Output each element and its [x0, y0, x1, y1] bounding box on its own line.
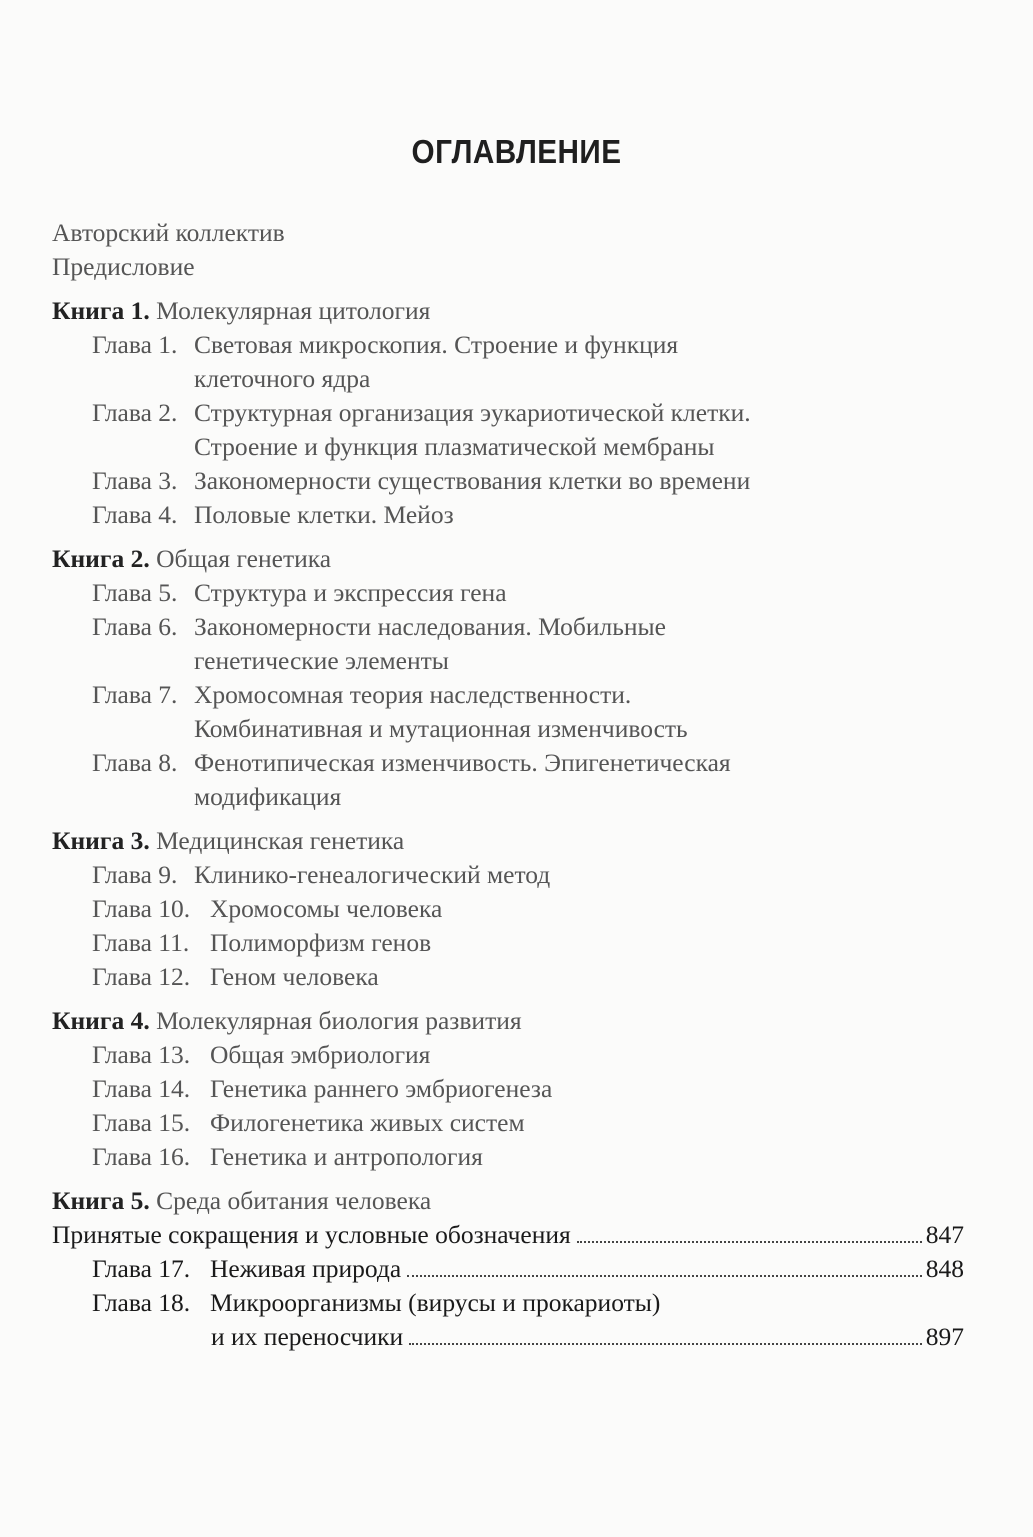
chapter-title: Неживая природа [210, 1254, 402, 1283]
toc-chapter[interactable] [52, 1106, 964, 1140]
chapter-title: Закономерности существования клетки во времени [194, 466, 751, 495]
toc-chapter[interactable] [52, 1140, 964, 1174]
toc-chapter[interactable] [52, 1038, 964, 1072]
chapter-title: Фенотипическая изменчивость. Эпигенетическая [194, 748, 731, 777]
chapter-number: Глава 14. [92, 1074, 191, 1103]
toc-chapter[interactable] [52, 396, 964, 430]
book-heading[interactable] [52, 542, 964, 576]
chapter-number: Глава 13. [92, 1040, 191, 1069]
page-number: 847 [925, 1220, 964, 1249]
chapter-number: Глава 10. [92, 894, 191, 923]
table-of-contents [52, 216, 964, 1354]
book-name: Молекулярная биология развития [156, 1006, 522, 1035]
chapter-title: Световая микроскопия. Строение и функция [194, 330, 679, 359]
dot-leader [407, 1275, 922, 1277]
book-heading[interactable] [52, 1184, 964, 1218]
toc-book-5 [52, 1184, 964, 1354]
chapter-title-cont: и их переносчики [211, 1322, 404, 1351]
chapter-title-cont: Строение и функция плазматической мембраны [194, 432, 715, 461]
toc-chapter-cont[interactable] [52, 712, 964, 746]
chapter-title: Геном человека [210, 962, 379, 991]
chapter-title-cont: модификация [194, 782, 342, 811]
toc-books [52, 294, 964, 1174]
toc-entry-abbreviations[interactable] [52, 1218, 964, 1252]
toc-book-4 [52, 1004, 964, 1174]
toc-chapter[interactable] [52, 464, 964, 498]
book-name: Среда обитания человека [156, 1186, 432, 1215]
toc-chapter[interactable] [52, 1072, 964, 1106]
toc-chapter-cont[interactable] [52, 430, 964, 464]
toc-chapter[interactable] [52, 610, 964, 644]
chapter-number: Глава 2. [92, 398, 178, 427]
chapter-title: Хромосомы человека [210, 894, 443, 923]
toc-chapter-cont[interactable] [52, 644, 964, 678]
chapter-number: Глава 17. [92, 1254, 191, 1283]
toc-chapter[interactable] [52, 576, 964, 610]
chapter-title: Структурная организация эукариотической клетки. [194, 398, 751, 427]
toc-chapter-17[interactable] [52, 1252, 964, 1286]
chapter-number: Глава 7. [92, 680, 178, 709]
book-name: Молекулярная цитология [156, 296, 431, 325]
toc-chapter[interactable] [52, 746, 964, 780]
toc-chapter[interactable] [52, 858, 964, 892]
book-label: Книга 5. [52, 1186, 150, 1215]
page-title: ОГЛАВЛЕНИЕ [411, 133, 622, 170]
book-label: Книга 4. [52, 1006, 150, 1035]
chapter-number: Глава 16. [92, 1142, 191, 1171]
toc-chapter[interactable] [52, 926, 964, 960]
toc-book-3 [52, 824, 964, 994]
page-number: 848 [925, 1254, 964, 1283]
toc-chapter[interactable] [52, 328, 964, 362]
chapter-number: Глава 6. [92, 612, 178, 641]
book-name: Общая генетика [156, 544, 332, 573]
chapter-title-cont: генетические элементы [194, 646, 449, 675]
chapter-number: Глава 1. [92, 330, 178, 359]
toc-book-1 [52, 294, 964, 532]
chapter-title: Структура и экспрессия гена [194, 578, 507, 607]
chapter-number: Глава 18. [92, 1288, 191, 1317]
dot-leader [577, 1241, 922, 1243]
chapter-title-cont: клеточного ядра [194, 364, 371, 393]
chapter-number: Глава 8. [92, 748, 178, 777]
toc-front-item[interactable]: Предисловие [52, 252, 195, 281]
chapter-number: Глава 3. [92, 466, 178, 495]
chapter-title: Клинико-генеалогический метод [194, 860, 551, 889]
book-heading[interactable] [52, 1004, 964, 1038]
chapter-title: Общая эмбриология [210, 1040, 431, 1069]
toc-chapter[interactable] [52, 960, 964, 994]
book-heading[interactable] [52, 824, 964, 858]
entry-text: Принятые сокращения и условные обозначения [52, 1220, 571, 1249]
book-label: Книга 3. [52, 826, 150, 855]
book-heading[interactable] [52, 294, 964, 328]
chapter-title: Хромосомная теория наследственности. [194, 680, 632, 709]
toc-chapter-cont[interactable] [52, 362, 964, 396]
toc-chapter-cont[interactable] [52, 780, 964, 814]
toc-book-2 [52, 542, 964, 814]
book-label: Книга 1. [52, 296, 150, 325]
chapter-title-cont: Комбинативная и мутационная изменчивость [194, 714, 688, 743]
chapter-title: Полиморфизм генов [210, 928, 432, 957]
toc-chapter-18[interactable] [52, 1286, 964, 1320]
chapter-number: Глава 11. [92, 928, 190, 957]
chapter-number: Глава 5. [92, 578, 178, 607]
chapter-number: Глава 15. [92, 1108, 191, 1137]
toc-front-item[interactable]: Авторский коллектив [52, 218, 285, 247]
book-label: Книга 2. [52, 544, 150, 573]
page-number: 897 [925, 1322, 964, 1351]
chapter-title: Генетика раннего эмбриогенеза [210, 1074, 553, 1103]
chapter-title: Половые клетки. Мейоз [194, 500, 454, 529]
dot-leader [409, 1343, 922, 1345]
chapter-number: Глава 4. [92, 500, 178, 529]
chapter-title: Микроорганизмы (вирусы и прокариоты) [210, 1288, 661, 1317]
chapter-number: Глава 9. [92, 860, 178, 889]
chapter-number: Глава 12. [92, 962, 191, 991]
book-name: Медицинская генетика [156, 826, 405, 855]
chapter-title: Филогенетика живых систем [210, 1108, 525, 1137]
chapter-title: Генетика и антропология [210, 1142, 483, 1171]
toc-chapter-18-cont[interactable] [52, 1320, 964, 1354]
chapter-title: Закономерности наследования. Мобильные [194, 612, 666, 641]
toc-chapter[interactable] [52, 892, 964, 926]
toc-chapter[interactable] [52, 498, 964, 532]
toc-chapter[interactable] [52, 678, 964, 712]
